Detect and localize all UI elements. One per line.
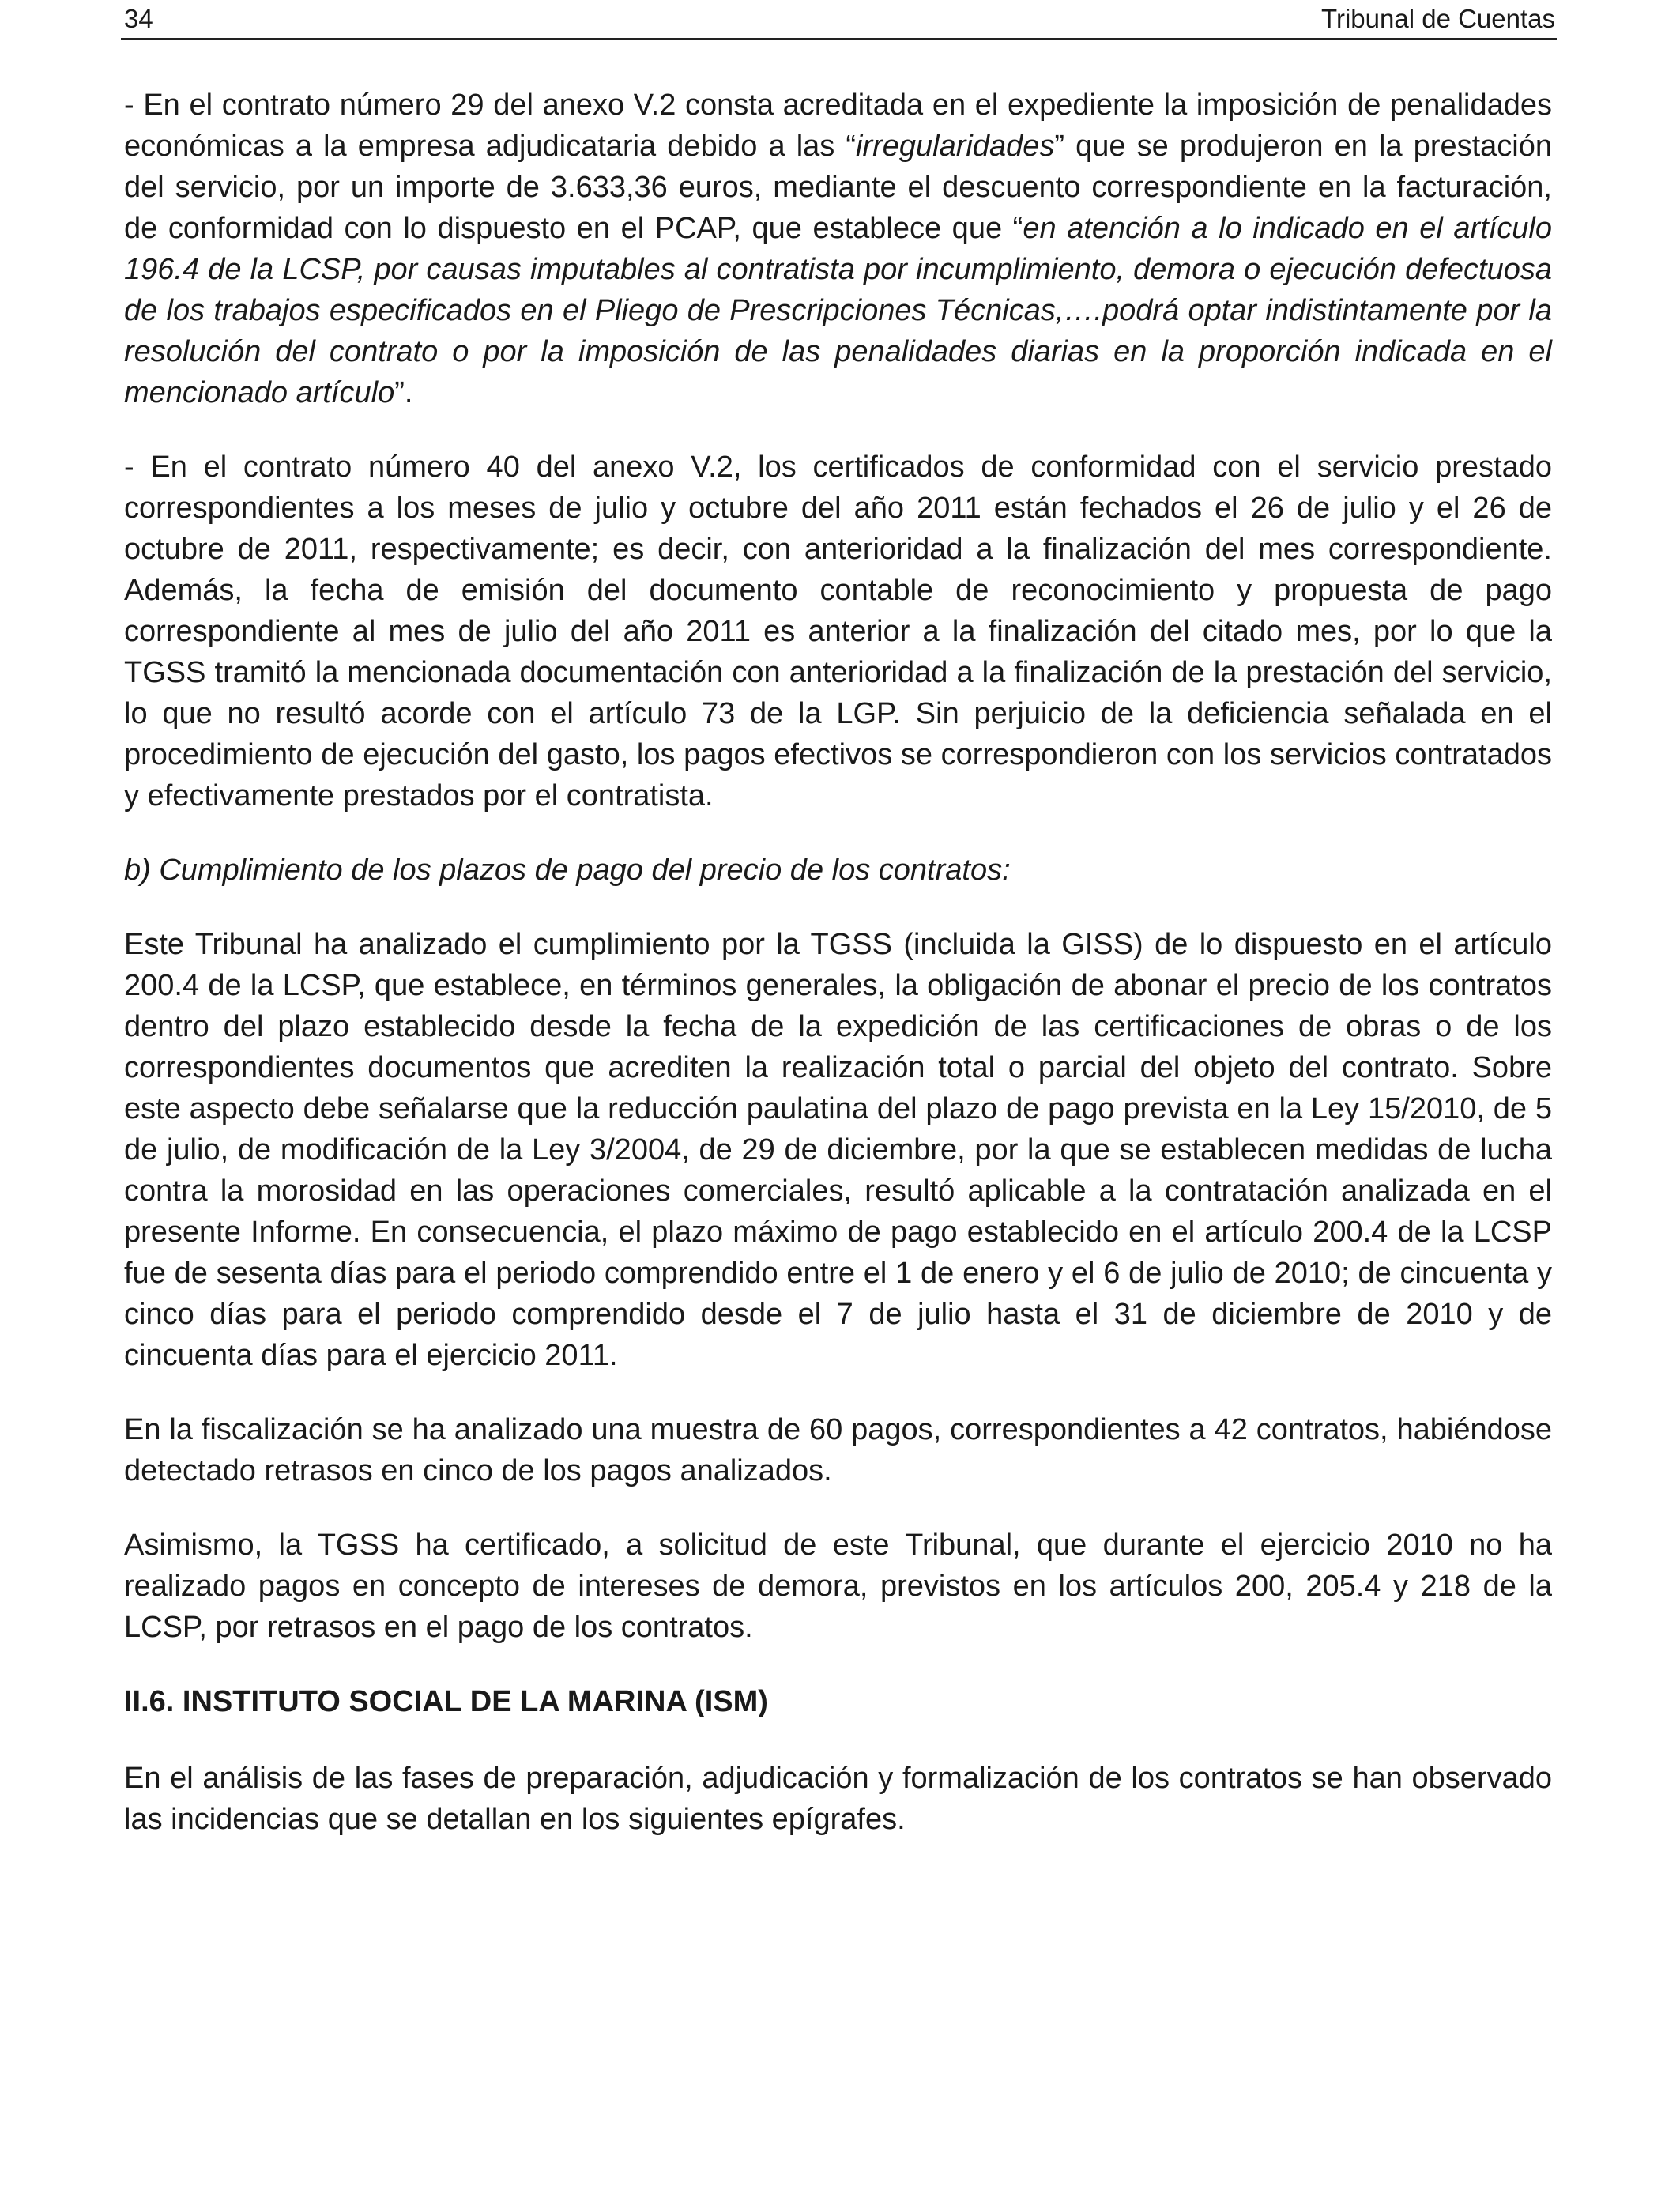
- page-header: [121, 0, 1557, 40]
- paragraph-text: ” que se produjeron en la prestación del servicio, por un importe de 3.633,36 euros, mediante el descuento correspondiente en la facturación, de conformidad con lo dispuesto en el PCAP, que establece que “: [124, 130, 1553, 245]
- quoted-term: irregularidades: [856, 130, 1055, 163]
- paragraph-contract-40: - En el contrato número 40 del anexo V.2, los certificados de conformidad con el servicio prestado correspondientes a los meses de julio y octubre del año 2011 están fechados el 26 de julio y el 26 de octubre de 2011, respectivamente; es decir, con anterioridad a la finalización del mes correspondiente. Además, la fecha de emisión del documento contable de reconocimiento y propuesta de pago correspondiente al mes de julio del año 2011 es anterior a la finalización del citado mes, por lo que la TGSS tramitó la mencionada documentación con anterioridad a la finalización de la prestación del servicio, lo que no resultó acorde con el artículo 73 de la LGP. Sin perjuicio de la deficiencia señalada en el procedimiento de ejecución del gasto, los pagos efectivos se correspondieron con los servicios contratados y efectivamente prestados por el contratista.: [124, 450, 1552, 812]
- paragraph-text: - En el contrato número 29 del anexo V.2 consta acreditada en el expediente la imposición de penalidades económicas a la empresa adjudicataria debido a las “: [124, 89, 1552, 163]
- subheading-payment-deadlines: b) Cumplimiento de los plazos de pago del precio de los contratos:: [124, 854, 1011, 887]
- paragraph-ism-intro: En el análisis de las fases de preparación, adjudicación y formalización de los contratos se han observado las incidencias que se detallan en los siguientes epígrafes.: [124, 1762, 1552, 1836]
- running-title: Tribunal de Cuentas: [1321, 4, 1555, 33]
- paragraph-text: ”.: [394, 376, 413, 409]
- page-number: 34: [124, 4, 153, 33]
- paragraph-payment-analysis: Este Tribunal ha analizado el cumplimiento por la TGSS (incluida la GISS) de lo dispuesto en el artículo 200.4 de la LCSP, que establece, en términos generales, la obligación de abonar el precio de los contratos dentro del plazo establecido desde la fecha de la expedición de las certificaciones de obras o de los correspondientes documentos que acrediten la realización total o parcial del objeto del contrato. Sobre este aspecto debe señalarse que la reducción paulatina del plazo de pago prevista en la Ley 15/2010, de 5 de julio, de modificación de la Ley 3/2004, de 29 de diciembre, por la que se establecen medidas de lucha contra la morosidad en las operaciones comerciales, resultó aplicable a la contratación analizada en el presente Informe. En consecuencia, el plazo máximo de pago establecido en el artículo 200.4 de la LCSP fue de sesenta días para el periodo comprendido entre el 1 de enero y el 6 de julio de 2010; de cincuenta y cinco días para el periodo comprendido desde el 7 de julio hasta el 31 de diciembre de 2010 y de cincuenta días para el ejercicio 2011.: [124, 928, 1552, 1372]
- section-heading: II.6. INSTITUTO SOCIAL DE LA MARINA (ISM): [124, 1685, 768, 1718]
- paragraph-sample: En la fiscalización se ha analizado una muestra de 60 pagos, correspondientes a 42 contratos, habiéndose detectado retrasos en cinco de los pagos analizados.: [124, 1413, 1552, 1487]
- document-body: [124, 85, 1552, 1873]
- paragraph-interest: Asimismo, la TGSS ha certificado, a solicitud de este Tribunal, que durante el ejercicio 2010 no ha realizado pagos en concepto de intereses de demora, previstos en los artículos 200, 205.4 y 218 de la LCSP, por retrasos en el pago de los contratos.: [124, 1529, 1552, 1644]
- paragraph-contract-29: [124, 85, 1552, 413]
- quoted-clause: en atención a lo indicado en el artículo 196.4 de la LCSP, por causas imputables al contratista por incumplimiento, demora o ejecución defectuosa de los trabajos especificados en el Pliego de Prescripciones Técnicas,….podrá optar indistintamente por la resolución del contrato o por la imposición de las penalidades diarias en la proporción indicada en el mencionado artículo: [124, 212, 1553, 409]
